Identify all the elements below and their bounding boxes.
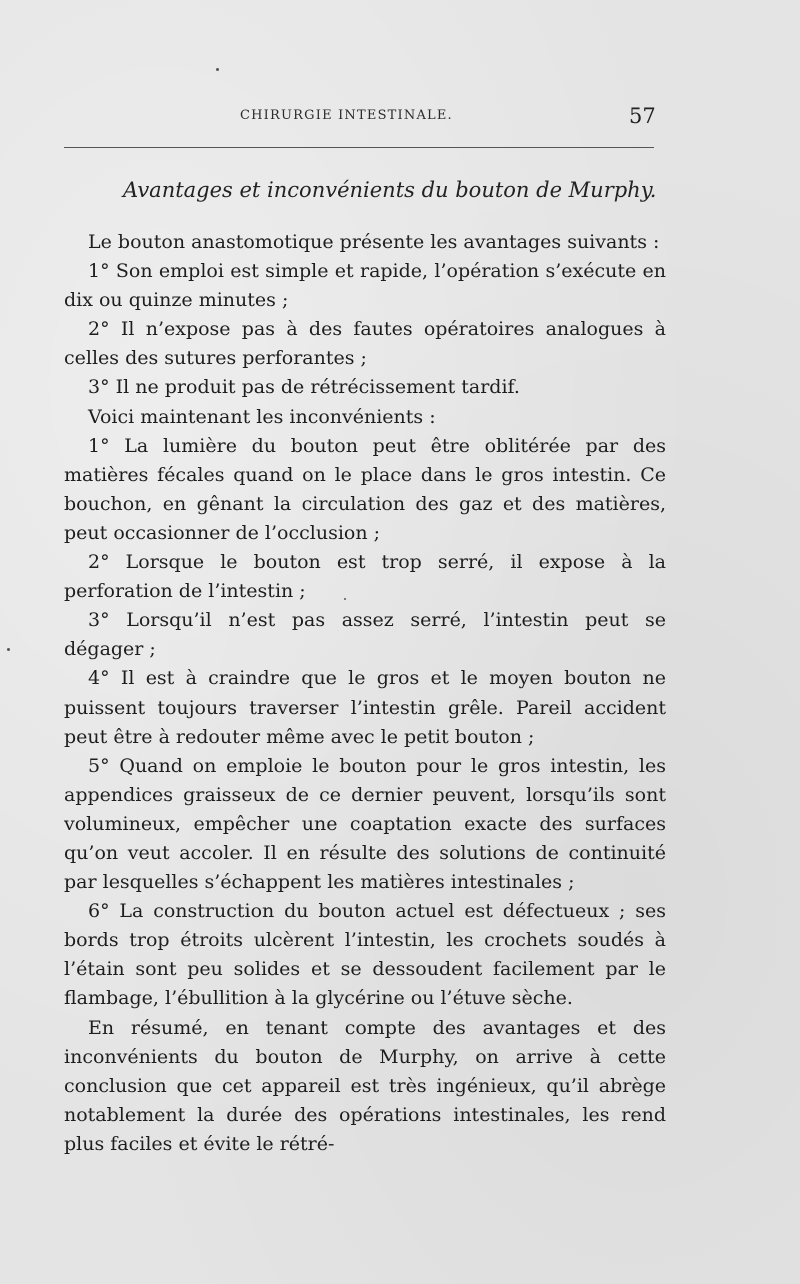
- paragraph-advantage-2: 2° Il n’expose pas à des fautes opératoires analogues à celles des sutures perforantes ;: [64, 318, 666, 370]
- header-rule: [64, 147, 654, 148]
- body-text: [64, 228, 666, 1159]
- paragraph-inconvenient-3: 3° Lorsqu’il n’est pas assez serré, l’intestin peut se dégager ;: [64, 609, 666, 661]
- paper-speck: [7, 648, 10, 651]
- paragraph-advantage-1: 1° Son emploi est simple et rapide, l’opération s’exécute en dix ou quinze minutes ;: [64, 260, 666, 312]
- paper-speck: [344, 598, 346, 600]
- paragraph-summary: En résumé, en tenant compte des avantages et des inconvénients du bouton de Murphy, on arrive à cette conclusion que cet appareil est très ingénieux, qu’il abrège notablement la durée des opérations intestinales, les rend plus faciles et évite le rétré-: [64, 1016, 666, 1155]
- section-title: Avantages et inconvénients du bouton de Murphy.: [123, 178, 657, 202]
- paragraph-inconvenient-1: 1° La lumière du bouton peut être oblitérée par des matières fécales quand on le place dans le gros intestin. Ce bouchon, en gênant la circulation des gaz et des matières, peut occasionner de l’occlusion ;: [64, 434, 666, 544]
- paragraph-intro: Le bouton anastomotique présente les avantages suivants :: [88, 231, 660, 253]
- paragraph-inconvenients-intro: Voici maintenant les inconvénients :: [88, 405, 436, 428]
- paragraph-advantage-3: 3° Il ne produit pas de rétrécissement tardif.: [88, 376, 520, 399]
- paragraph-inconvenient-2: 2° Lorsque le bouton est trop serré, il expose à la perforation de l’intestin ;: [64, 551, 666, 603]
- page-number: 57: [629, 104, 656, 128]
- paragraph-inconvenient-5: 5° Quand on emploie le bouton pour le gros intestin, les appendices graisseux de ce dernier peuvent, lorsqu’ils sont volumineux, empêcher une coaptation exacte des surfaces qu’on veut accoler. Il en résulte des solutions de continuité par lesquelles s’échappent les matières intestinales ;: [64, 754, 666, 894]
- paragraph-inconvenient-6: 6° La construction du bouton actuel est défectueux ; ses bords trop étroits ulcèrent l’intestin, les crochets soudés à l’étain sont peu solides et se dessoudent facilement par le flambage, l’ébullition à la glycérine ou l’étuve sèche.: [64, 900, 666, 1010]
- paper-speck: [216, 68, 219, 71]
- paragraph-inconvenient-4: 4° Il est à craindre que le gros et le moyen bouton ne puissent toujours traverser l’intestin grêle. Pareil accident peut être à redouter même avec le petit bouton ;: [64, 667, 666, 748]
- running-head: CHIRURGIE INTESTINALE.: [240, 108, 453, 123]
